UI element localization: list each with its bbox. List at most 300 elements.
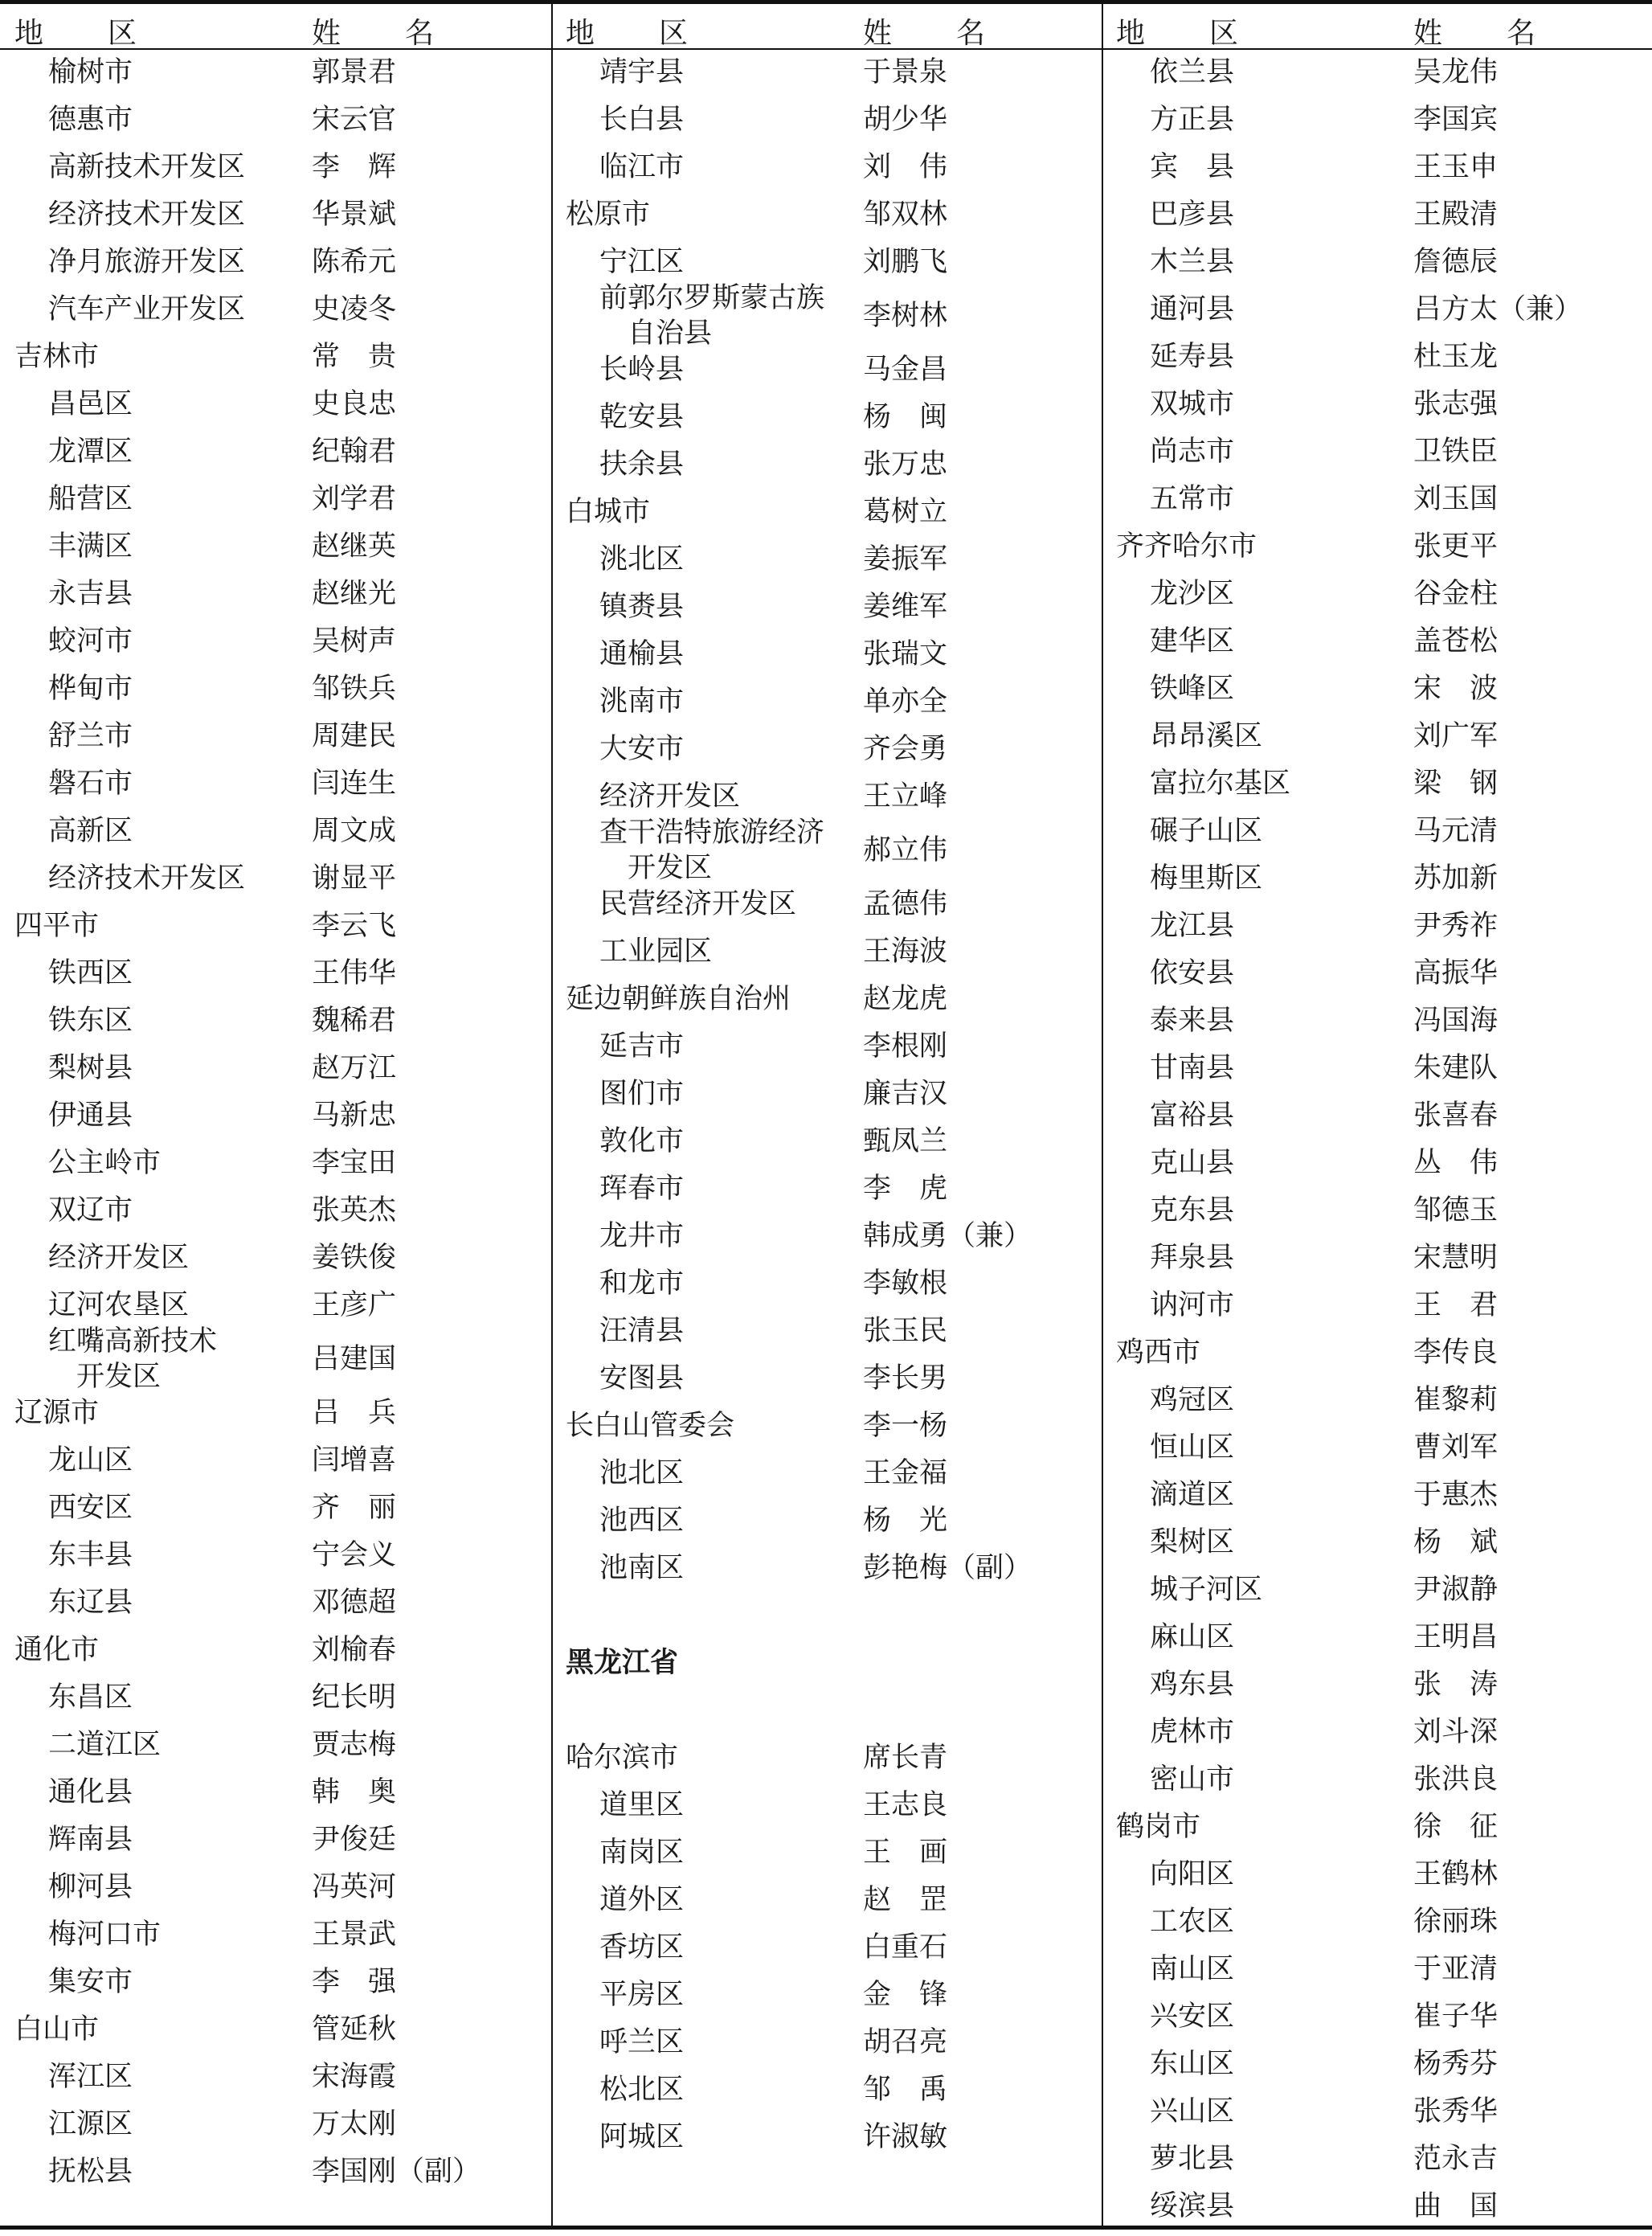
- table-row: [551, 975, 1101, 1022]
- region-cell: 伊通县: [48, 1099, 133, 1132]
- region-cell: 通榆县: [599, 637, 685, 670]
- table-row: [0, 333, 550, 380]
- region-cell: 丰满区: [48, 530, 133, 563]
- region-cell: 绥滨县: [1150, 2189, 1235, 2222]
- region-cell: 东昌区: [48, 1681, 133, 1714]
- table-row: [1102, 1518, 1651, 1566]
- table-row: [0, 1325, 550, 1393]
- table-row: [0, 1234, 550, 1281]
- table-column-1: [0, 4, 550, 2195]
- name-cell: 魏稀君: [312, 1004, 397, 1037]
- table-row: [551, 535, 1101, 583]
- name-cell: 李 强: [312, 1965, 397, 1998]
- name-cell: 尹俊廷: [312, 1823, 397, 1856]
- name-cell: 刘斗深: [1413, 1715, 1499, 1748]
- region-cell: 呼兰区: [599, 2025, 685, 2058]
- table-row: [551, 1022, 1101, 1070]
- name-cell: 李根刚: [863, 1030, 948, 1063]
- table-row: [1102, 1376, 1651, 1423]
- region-cell: 哈尔滨市: [566, 1741, 679, 1774]
- name-cell: 王立峰: [863, 780, 948, 813]
- table-row: [1102, 2087, 1651, 2135]
- region-cell: 辉南县: [48, 1823, 133, 1856]
- table-row: [1102, 380, 1651, 428]
- table-row: [0, 475, 550, 522]
- region-cell: 梅河口市: [48, 1918, 162, 1951]
- name-cell: 刘鹏飞: [863, 245, 948, 278]
- table-row: [551, 238, 1101, 285]
- table-row: [551, 1781, 1101, 1829]
- region-cell: 南岗区: [599, 1836, 685, 1869]
- region-cell: 依安县: [1150, 956, 1235, 989]
- table-row: [1102, 2182, 1651, 2230]
- table-row: [551, 1876, 1101, 1923]
- name-cell: 吕方太（兼）: [1413, 293, 1583, 326]
- name-cell: 李敏根: [863, 1267, 948, 1300]
- name-cell: 于惠杰: [1413, 1478, 1499, 1511]
- region-cell: 二道江区: [48, 1728, 162, 1761]
- name-cell: 盖苍松: [1413, 625, 1499, 657]
- name-cell: 华景斌: [312, 198, 397, 231]
- table-row: [551, 1259, 1101, 1307]
- table-row: [1102, 1186, 1651, 1234]
- region-cell: 延寿县: [1150, 340, 1235, 373]
- region-cell: 经济技术开发区: [48, 862, 246, 895]
- column-header: [551, 4, 1101, 48]
- table-row: [551, 1971, 1101, 2018]
- name-cell: 赵龙虎: [863, 982, 948, 1015]
- region-cell: 高新区: [48, 814, 133, 847]
- name-cell: 马新忠: [312, 1099, 397, 1132]
- region-cell: 民营经济开发区: [599, 887, 797, 920]
- name-cell: 王 君: [1413, 1288, 1499, 1321]
- region-cell: 尚志市: [1150, 435, 1235, 468]
- region-cell: 柳河县: [48, 1870, 133, 1903]
- region-cell: 木兰县: [1150, 245, 1235, 278]
- region-cell: 池西区: [599, 1504, 685, 1537]
- name-cell: 冯国海: [1413, 1004, 1499, 1037]
- region-cell: 阿城区: [599, 2120, 685, 2153]
- region-cell: 东丰县: [48, 1538, 133, 1571]
- region-cell: 池南区: [599, 1551, 685, 1584]
- name-cell: 齐会勇: [863, 732, 948, 765]
- region-cell: 松北区: [599, 2073, 685, 2106]
- name-cell: 张喜春: [1413, 1099, 1499, 1132]
- region-cell: 榆树市: [48, 55, 133, 88]
- region-cell: 查干浩特旅游经济 开发区: [599, 816, 825, 884]
- region-cell: 克东县: [1150, 1194, 1235, 1227]
- table-row: [1102, 1139, 1651, 1186]
- table-row: [1102, 428, 1651, 475]
- table-row: [0, 854, 550, 902]
- region-cell: 蛟河市: [48, 625, 133, 657]
- table-row: [0, 760, 550, 807]
- name-cell: 邹德玉: [1413, 1194, 1499, 1227]
- region-cell: 香坊区: [599, 1931, 685, 1964]
- region-cell: 磐石市: [48, 767, 133, 800]
- name-cell: 李 虎: [863, 1172, 948, 1205]
- region-cell: 集安市: [48, 1965, 133, 1998]
- name-cell: 吴龙伟: [1413, 55, 1499, 88]
- table-row: [1102, 665, 1651, 712]
- table-row: [0, 949, 550, 997]
- table-row: [1102, 333, 1651, 380]
- table-row: [1102, 902, 1651, 949]
- name-cell: 于景泉: [863, 55, 948, 88]
- name-cell: 徐丽珠: [1413, 1905, 1499, 1938]
- table-row: [1102, 238, 1651, 285]
- name-cell: 谷金柱: [1413, 577, 1499, 610]
- region-cell: 通化县: [48, 1775, 133, 1808]
- name-cell: 张洪良: [1413, 1763, 1499, 1796]
- table-row: [551, 1117, 1101, 1165]
- name-cell: 闫增喜: [312, 1444, 397, 1476]
- region-cell: 净月旅游开发区: [48, 245, 246, 278]
- region-cell: 工业园区: [599, 935, 713, 968]
- region-cell: 汪清县: [599, 1314, 685, 1347]
- name-cell: 吕 兵: [312, 1396, 397, 1429]
- name-cell: 王志良: [863, 1788, 948, 1821]
- region-cell: 碾子山区: [1150, 814, 1263, 847]
- region-cell: 吉林市: [14, 340, 100, 373]
- name-cell: 宋海霞: [312, 2060, 397, 2093]
- region-cell: 江源区: [48, 2107, 133, 2140]
- table-row: [1102, 1708, 1651, 1755]
- name-cell: 张玉民: [863, 1314, 948, 1347]
- name-cell: 李宝田: [312, 1146, 397, 1179]
- table-row: [551, 1591, 1101, 1639]
- region-cell: 龙江县: [1150, 909, 1235, 942]
- name-cell: 刘玉国: [1413, 482, 1499, 515]
- region-cell: 梨树区: [1150, 1525, 1235, 1558]
- name-cell: 邓德超: [312, 1586, 397, 1619]
- name-cell: 廉吉汉: [863, 1077, 948, 1110]
- table-row: [551, 1354, 1101, 1402]
- name-cell: 陈希元: [312, 245, 397, 278]
- name-cell: 郝立伟: [863, 833, 948, 866]
- name-cell: 史良忠: [312, 387, 397, 420]
- region-cell: 城子河区: [1150, 1573, 1263, 1606]
- name-cell: 姜铁俊: [312, 1241, 397, 1274]
- table-row: [0, 380, 550, 428]
- table-row: [1102, 1281, 1651, 1329]
- region-cell: 长岭县: [599, 353, 685, 386]
- region-cell: 鸡东县: [1150, 1668, 1235, 1701]
- name-cell: 尹秀祚: [1413, 909, 1499, 942]
- table-row: [551, 1686, 1101, 1734]
- region-cell: 克山县: [1150, 1146, 1235, 1179]
- table-row: [0, 1091, 550, 1139]
- region-cell: 麻山区: [1150, 1620, 1235, 1653]
- name-cell: 许淑敏: [863, 2120, 948, 2153]
- table-row: [551, 928, 1101, 975]
- table-row: [0, 1673, 550, 1721]
- table-row: [0, 1626, 550, 1673]
- table-row: [0, 48, 550, 96]
- table-row: [0, 712, 550, 760]
- name-cell: 赵万江: [312, 1051, 397, 1084]
- table-row: [551, 2066, 1101, 2113]
- region-cell: 永吉县: [48, 577, 133, 610]
- region-cell: 东山区: [1150, 2047, 1235, 2080]
- name-cell: 彭艳梅（副）: [863, 1551, 1032, 1584]
- region-cell: 辽源市: [14, 1396, 100, 1429]
- region-cell: 兴山区: [1150, 2095, 1235, 2127]
- table-row: [1102, 1992, 1651, 2040]
- region-cell: 向阳区: [1150, 1857, 1235, 1890]
- table-row: [0, 96, 550, 143]
- column-header: [0, 4, 550, 48]
- table-row: [1102, 617, 1651, 665]
- name-cell: 范永吉: [1413, 2142, 1499, 2175]
- region-cell: 德惠市: [48, 103, 133, 136]
- table-row: [0, 1139, 550, 1186]
- table-row: [1102, 1661, 1651, 1708]
- name-cell: 杜玉龙: [1413, 340, 1499, 373]
- region-cell: 浑江区: [48, 2060, 133, 2093]
- table-row: [0, 1531, 550, 1579]
- region-cell: 白山市: [14, 2013, 100, 2046]
- name-cell: 尹淑静: [1413, 1573, 1499, 1606]
- table-row: [551, 1070, 1101, 1117]
- name-cell: 周建民: [312, 719, 397, 752]
- table-row: [551, 190, 1101, 238]
- name-cell: 于亚清: [1413, 1952, 1499, 1985]
- table-row: [0, 143, 550, 190]
- table-row: [1102, 285, 1651, 333]
- table-row: [0, 1816, 550, 1863]
- table-row: [1102, 760, 1651, 807]
- region-cell: 双辽市: [48, 1194, 133, 1227]
- name-cell: 曲 国: [1413, 2189, 1499, 2222]
- name-cell: 刘广军: [1413, 719, 1499, 752]
- table-row: [0, 190, 550, 238]
- region-cell: 高新技术开发区: [48, 150, 246, 183]
- region-cell: 富拉尔基区: [1150, 767, 1291, 800]
- name-cell: 姜振军: [863, 543, 948, 575]
- region-cell: 临江市: [599, 150, 685, 183]
- table-row: [0, 1863, 550, 1910]
- name-cell: 刘学君: [312, 482, 397, 515]
- region-cell: 建华区: [1150, 625, 1235, 657]
- table-row: [1102, 1234, 1651, 1281]
- region-cell: 齐齐哈尔市: [1116, 530, 1257, 563]
- table-row: [0, 665, 550, 712]
- table-row: [1102, 949, 1651, 997]
- name-cell: 赵 罡: [863, 1883, 948, 1916]
- name-cell: 邹双林: [863, 198, 948, 231]
- table-row: [551, 1734, 1101, 1781]
- table-row: [0, 1768, 550, 1816]
- name-cell: 吴树声: [312, 625, 397, 657]
- name-cell: 王海波: [863, 935, 948, 968]
- name-cell: 杨秀芬: [1413, 2047, 1499, 2080]
- column-header: [1102, 4, 1651, 48]
- table-row: [0, 1484, 550, 1531]
- region-cell: 东辽县: [48, 1586, 133, 1619]
- table-row: [0, 1281, 550, 1329]
- name-cell: 赵继英: [312, 530, 397, 563]
- table-row: [551, 143, 1101, 190]
- name-cell: 金 锋: [863, 1978, 948, 2011]
- name-cell: 贾志梅: [312, 1728, 397, 1761]
- region-cell: 通化市: [14, 1633, 100, 1666]
- province-heading: 黑龙江省: [566, 1646, 679, 1679]
- table-row: [0, 285, 550, 333]
- name-cell: 王玉申: [1413, 150, 1499, 183]
- region-cell: 延边朝鲜族自治州: [566, 982, 791, 1015]
- table-row: [551, 48, 1101, 96]
- name-cell: 王鹤林: [1413, 1857, 1499, 1890]
- table-row: [0, 570, 550, 617]
- region-cell: 鸡西市: [1116, 1336, 1201, 1369]
- name-cell: 高振华: [1413, 956, 1499, 989]
- name-cell: 韩成勇（兼）: [863, 1219, 1032, 1252]
- name-cell: 葛树立: [863, 495, 948, 528]
- table-row: [0, 1436, 550, 1484]
- name-cell: 张秀华: [1413, 2095, 1499, 2127]
- name-cell: 王 画: [863, 1836, 948, 1869]
- name-cell: 詹德辰: [1413, 245, 1499, 278]
- table-row: [1102, 96, 1651, 143]
- region-cell: 松原市: [566, 198, 651, 231]
- table-row: [0, 2148, 550, 2195]
- table-row: [1102, 2040, 1651, 2087]
- region-cell: 巴彦县: [1150, 198, 1235, 231]
- name-cell: 杨 光: [863, 1504, 948, 1537]
- name-cell: 张英杰: [312, 1194, 397, 1227]
- region-cell: 虎林市: [1150, 1715, 1235, 1748]
- region-cell: 滴道区: [1150, 1478, 1235, 1511]
- table-row: [1102, 1613, 1651, 1661]
- table-row: [551, 1449, 1101, 1497]
- name-header: 姓 名: [312, 17, 452, 50]
- region-cell: 道里区: [599, 1788, 685, 1821]
- region-cell: 方正县: [1150, 103, 1235, 136]
- region-cell: 经济技术开发区: [48, 198, 246, 231]
- table-row: [551, 1402, 1101, 1449]
- table-row: [0, 2005, 550, 2053]
- table-row: [1102, 1423, 1651, 1471]
- table-row: [551, 2018, 1101, 2066]
- name-cell: 张志强: [1413, 387, 1499, 420]
- table-row: [0, 1910, 550, 1958]
- table-row: [1102, 522, 1651, 570]
- region-header: 地 区: [1116, 17, 1257, 50]
- name-cell: 韩 奥: [312, 1775, 397, 1808]
- name-cell: 李国宾: [1413, 103, 1499, 136]
- region-cell: 依兰县: [1150, 55, 1235, 88]
- name-cell: 曹刘军: [1413, 1431, 1499, 1464]
- table-row: [1102, 475, 1651, 522]
- table-row: [551, 281, 1101, 350]
- name-cell: 李一杨: [863, 1409, 948, 1442]
- region-cell: 铁东区: [48, 1004, 133, 1037]
- region-cell: 珲春市: [599, 1172, 685, 1205]
- name-cell: 徐 征: [1413, 1810, 1499, 1843]
- table-row: [1102, 2135, 1651, 2182]
- region-cell: 洮北区: [599, 543, 685, 575]
- name-cell: 梁 钢: [1413, 767, 1499, 800]
- table-row: [0, 1721, 550, 1768]
- table-row: [0, 522, 550, 570]
- region-cell: 铁峰区: [1150, 672, 1235, 705]
- region-cell: 安图县: [599, 1362, 685, 1394]
- region-cell: 舒兰市: [48, 719, 133, 752]
- table-row: [551, 583, 1101, 630]
- region-cell: 公主岭市: [48, 1146, 162, 1179]
- region-cell: 龙沙区: [1150, 577, 1235, 610]
- region-cell: 平房区: [599, 1978, 685, 2011]
- name-cell: 王明昌: [1413, 1620, 1499, 1653]
- table-row: [0, 617, 550, 665]
- table-row: [0, 1186, 550, 1234]
- region-cell: 船营区: [48, 482, 133, 515]
- name-cell: 李树林: [863, 299, 948, 332]
- name-cell: 白重石: [863, 1931, 948, 1964]
- name-cell: 刘榆春: [312, 1633, 397, 1666]
- name-cell: 管延秋: [312, 2013, 397, 2046]
- region-cell: 工农区: [1150, 1905, 1235, 1938]
- region-cell: 抚松县: [48, 2155, 133, 2188]
- region-cell: 长白山管委会: [566, 1409, 735, 1442]
- table-row: [551, 346, 1101, 393]
- table-row: [1102, 712, 1651, 760]
- region-cell: 甘南县: [1150, 1051, 1235, 1084]
- region-cell: 汽车产业开发区: [48, 293, 246, 326]
- region-cell: 敦化市: [599, 1124, 685, 1157]
- table-row: [1102, 190, 1651, 238]
- name-cell: 李国刚（副）: [312, 2155, 481, 2188]
- table-row: [551, 880, 1101, 928]
- name-cell: 马金昌: [863, 353, 948, 386]
- name-cell: 张更平: [1413, 530, 1499, 563]
- table-row: [1102, 854, 1651, 902]
- table-row: [1102, 1755, 1651, 1803]
- name-cell: 王彦广: [312, 1288, 397, 1321]
- table-row: [1102, 1091, 1651, 1139]
- table-row: [1102, 997, 1651, 1044]
- table-row: [551, 816, 1101, 884]
- name-cell: 周文成: [312, 814, 397, 847]
- table-row: [551, 488, 1101, 535]
- name-cell: 崔子华: [1413, 2000, 1499, 2033]
- table-row: [0, 2100, 550, 2148]
- region-cell: 梨树县: [48, 1051, 133, 1084]
- region-cell: 四平市: [14, 909, 100, 942]
- region-cell: 泰来县: [1150, 1004, 1235, 1037]
- table-row: [0, 2053, 550, 2100]
- table-row: [551, 1829, 1101, 1876]
- table-row: [551, 440, 1101, 488]
- region-cell: 昌邑区: [48, 387, 133, 420]
- table-row: [0, 902, 550, 949]
- region-cell: 龙潭区: [48, 435, 133, 468]
- region-cell: 鹤岗市: [1116, 1810, 1201, 1843]
- table-row: [1102, 48, 1651, 96]
- table-row: [1102, 1044, 1651, 1091]
- name-cell: 胡召亮: [863, 2025, 948, 2058]
- table-row: [551, 1544, 1101, 1591]
- region-cell: 经济开发区: [48, 1241, 190, 1274]
- table-row: [1102, 1471, 1651, 1518]
- region-cell: 靖宇县: [599, 55, 685, 88]
- name-cell: 杨 闽: [863, 400, 948, 433]
- table-row: [551, 1212, 1101, 1259]
- table-row: [0, 1958, 550, 2005]
- region-cell: 南山区: [1150, 1952, 1235, 1985]
- region-cell: 龙井市: [599, 1219, 685, 1252]
